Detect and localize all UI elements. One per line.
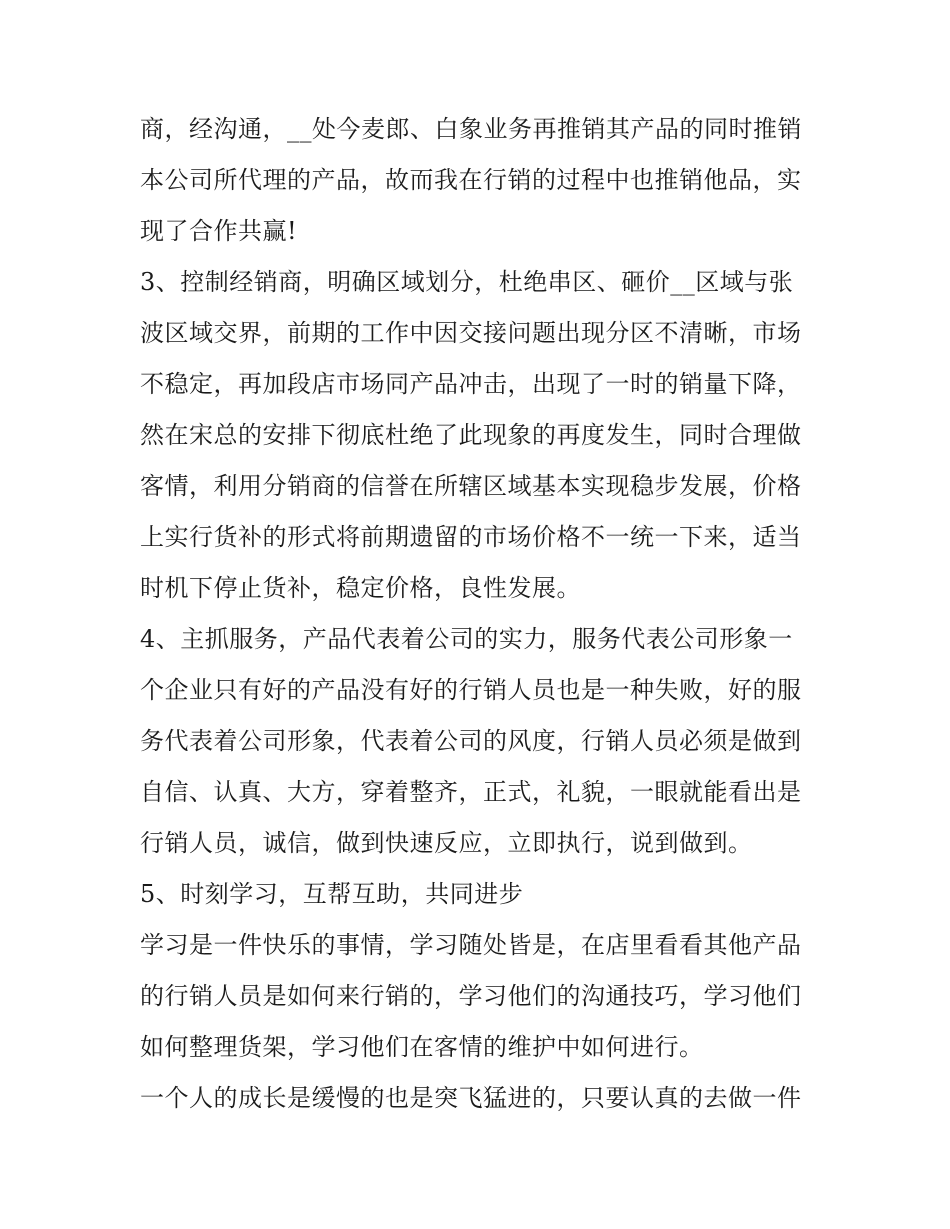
text-line: 3、控制经销商，明确区域划分，杜绝串区、砸价__区域与张 xyxy=(140,268,794,296)
text-line: 学习是一件快乐的事情，学习随处皆是，在店里看看其他产品 xyxy=(140,931,802,959)
text-line: 客情，利用分销商的信誉在所辖区域基本实现稳步发展，价格 xyxy=(140,472,802,500)
text-line: 本公司所代理的产品，故而我在行销的过程中也推销他品，实 xyxy=(140,166,802,194)
text-line: 如何整理货架，学习他们在客情的维护中如何进行。 xyxy=(140,1033,704,1061)
text-line: 个企业只有好的产品没有好的行销人员也是一种失败，好的服 xyxy=(140,676,802,704)
text-line: 商，经沟通，__处今麦郎、白象业务再推销其产品的同时推销 xyxy=(140,115,802,143)
text-line: 5、时刻学习，互帮互助，共同进步 xyxy=(140,880,524,908)
text-line: 自信、认真、大方，穿着整齐，正式，礼貌，一眼就能看出是 xyxy=(140,778,802,806)
text-line: 不稳定，再加段店市场同产品冲击，出现了一时的销量下降， xyxy=(140,370,802,398)
text-line: 的行销人员是如何来行销的，学习他们的沟通技巧，学习他们 xyxy=(140,982,802,1010)
document-body xyxy=(140,104,820,1124)
text-line: 时机下停止货补，稳定价格，良性发展。 xyxy=(140,574,581,602)
text-line: 上实行货补的形式将前期遗留的市场价格不一统一下来，适当 xyxy=(140,523,802,551)
text-line: 现了合作共赢! xyxy=(140,217,298,245)
text-line: 然在宋总的安排下彻底杜绝了此现象的再度发生，同时合理做 xyxy=(140,421,802,449)
text-line: 波区域交界，前期的工作中因交接问题出现分区不清晰，市场 xyxy=(140,319,802,347)
text-line: 务代表着公司形象，代表着公司的风度，行销人员必须是做到 xyxy=(140,727,802,755)
text-line: 4、主抓服务，产品代表着公司的实力，服务代表公司形象一 xyxy=(140,625,793,653)
text-line: 一个人的成长是缓慢的也是突飞猛进的，只要认真的去做一件 xyxy=(140,1084,802,1112)
text-line: 行销人员，诚信，做到快速反应，立即执行，说到做到。 xyxy=(140,829,753,857)
